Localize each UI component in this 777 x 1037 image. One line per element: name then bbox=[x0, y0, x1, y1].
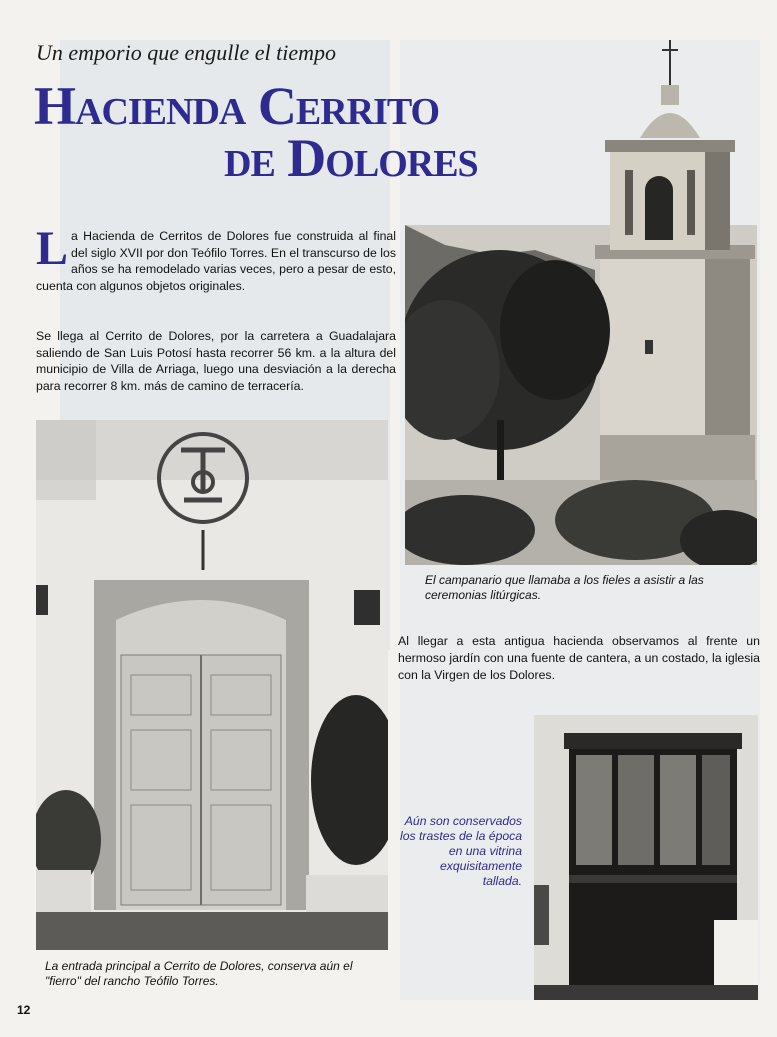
article-kicker: Un emporio que engulle el tiempo bbox=[36, 40, 336, 65]
lead-text: a Hacienda de Cerritos de Dolores fue construida al final del siglo XVII por don Teófilo Torres. En el transcurso de los años se ha remodelado varias veces, pero a pesar de esto, cuenta con algunos objetos originales. bbox=[36, 229, 396, 293]
garden-paragraph: Al llegar a esta antigua hacienda observamos al frente un hermoso jardín con una fuente de cantera, a un costado, la iglesia con la Virgen de los Dolores. bbox=[398, 634, 760, 682]
church-bell-tower-photo bbox=[405, 40, 757, 565]
church-photo-caption: El campanario que llamaba a los fieles a asistir a las ceremonias litúrgicas. bbox=[425, 573, 704, 602]
drop-cap: L bbox=[36, 222, 69, 275]
page-number: 12 bbox=[17, 1003, 31, 1017]
lead-paragraph bbox=[36, 222, 396, 294]
directions-paragraph: Se llega al Cerrito de Dolores, por la carretera a Guadalajara saliendo de San Luis Potosí hasta recorrer 56 km. a la altura del municipio de Villa de Arriaga, luego una desviación a la derecha para recorrer 8 km. más de camino de terracería. bbox=[36, 329, 396, 393]
title-line-1: Hacienda Cerrito bbox=[34, 76, 440, 136]
carved-cabinet-photo bbox=[534, 715, 758, 1000]
cabinet-photo-caption: Aún son conservados los trastes de la época en una vitrina exquisitamente tallada. bbox=[400, 814, 522, 888]
title-line-2: de Dolores bbox=[224, 128, 478, 188]
door-photo-caption: La entrada principal a Cerrito de Dolores, conserva aún el "fierro" del rancho Teófilo Torres. bbox=[45, 959, 353, 988]
main-entrance-door-photo bbox=[36, 420, 388, 950]
